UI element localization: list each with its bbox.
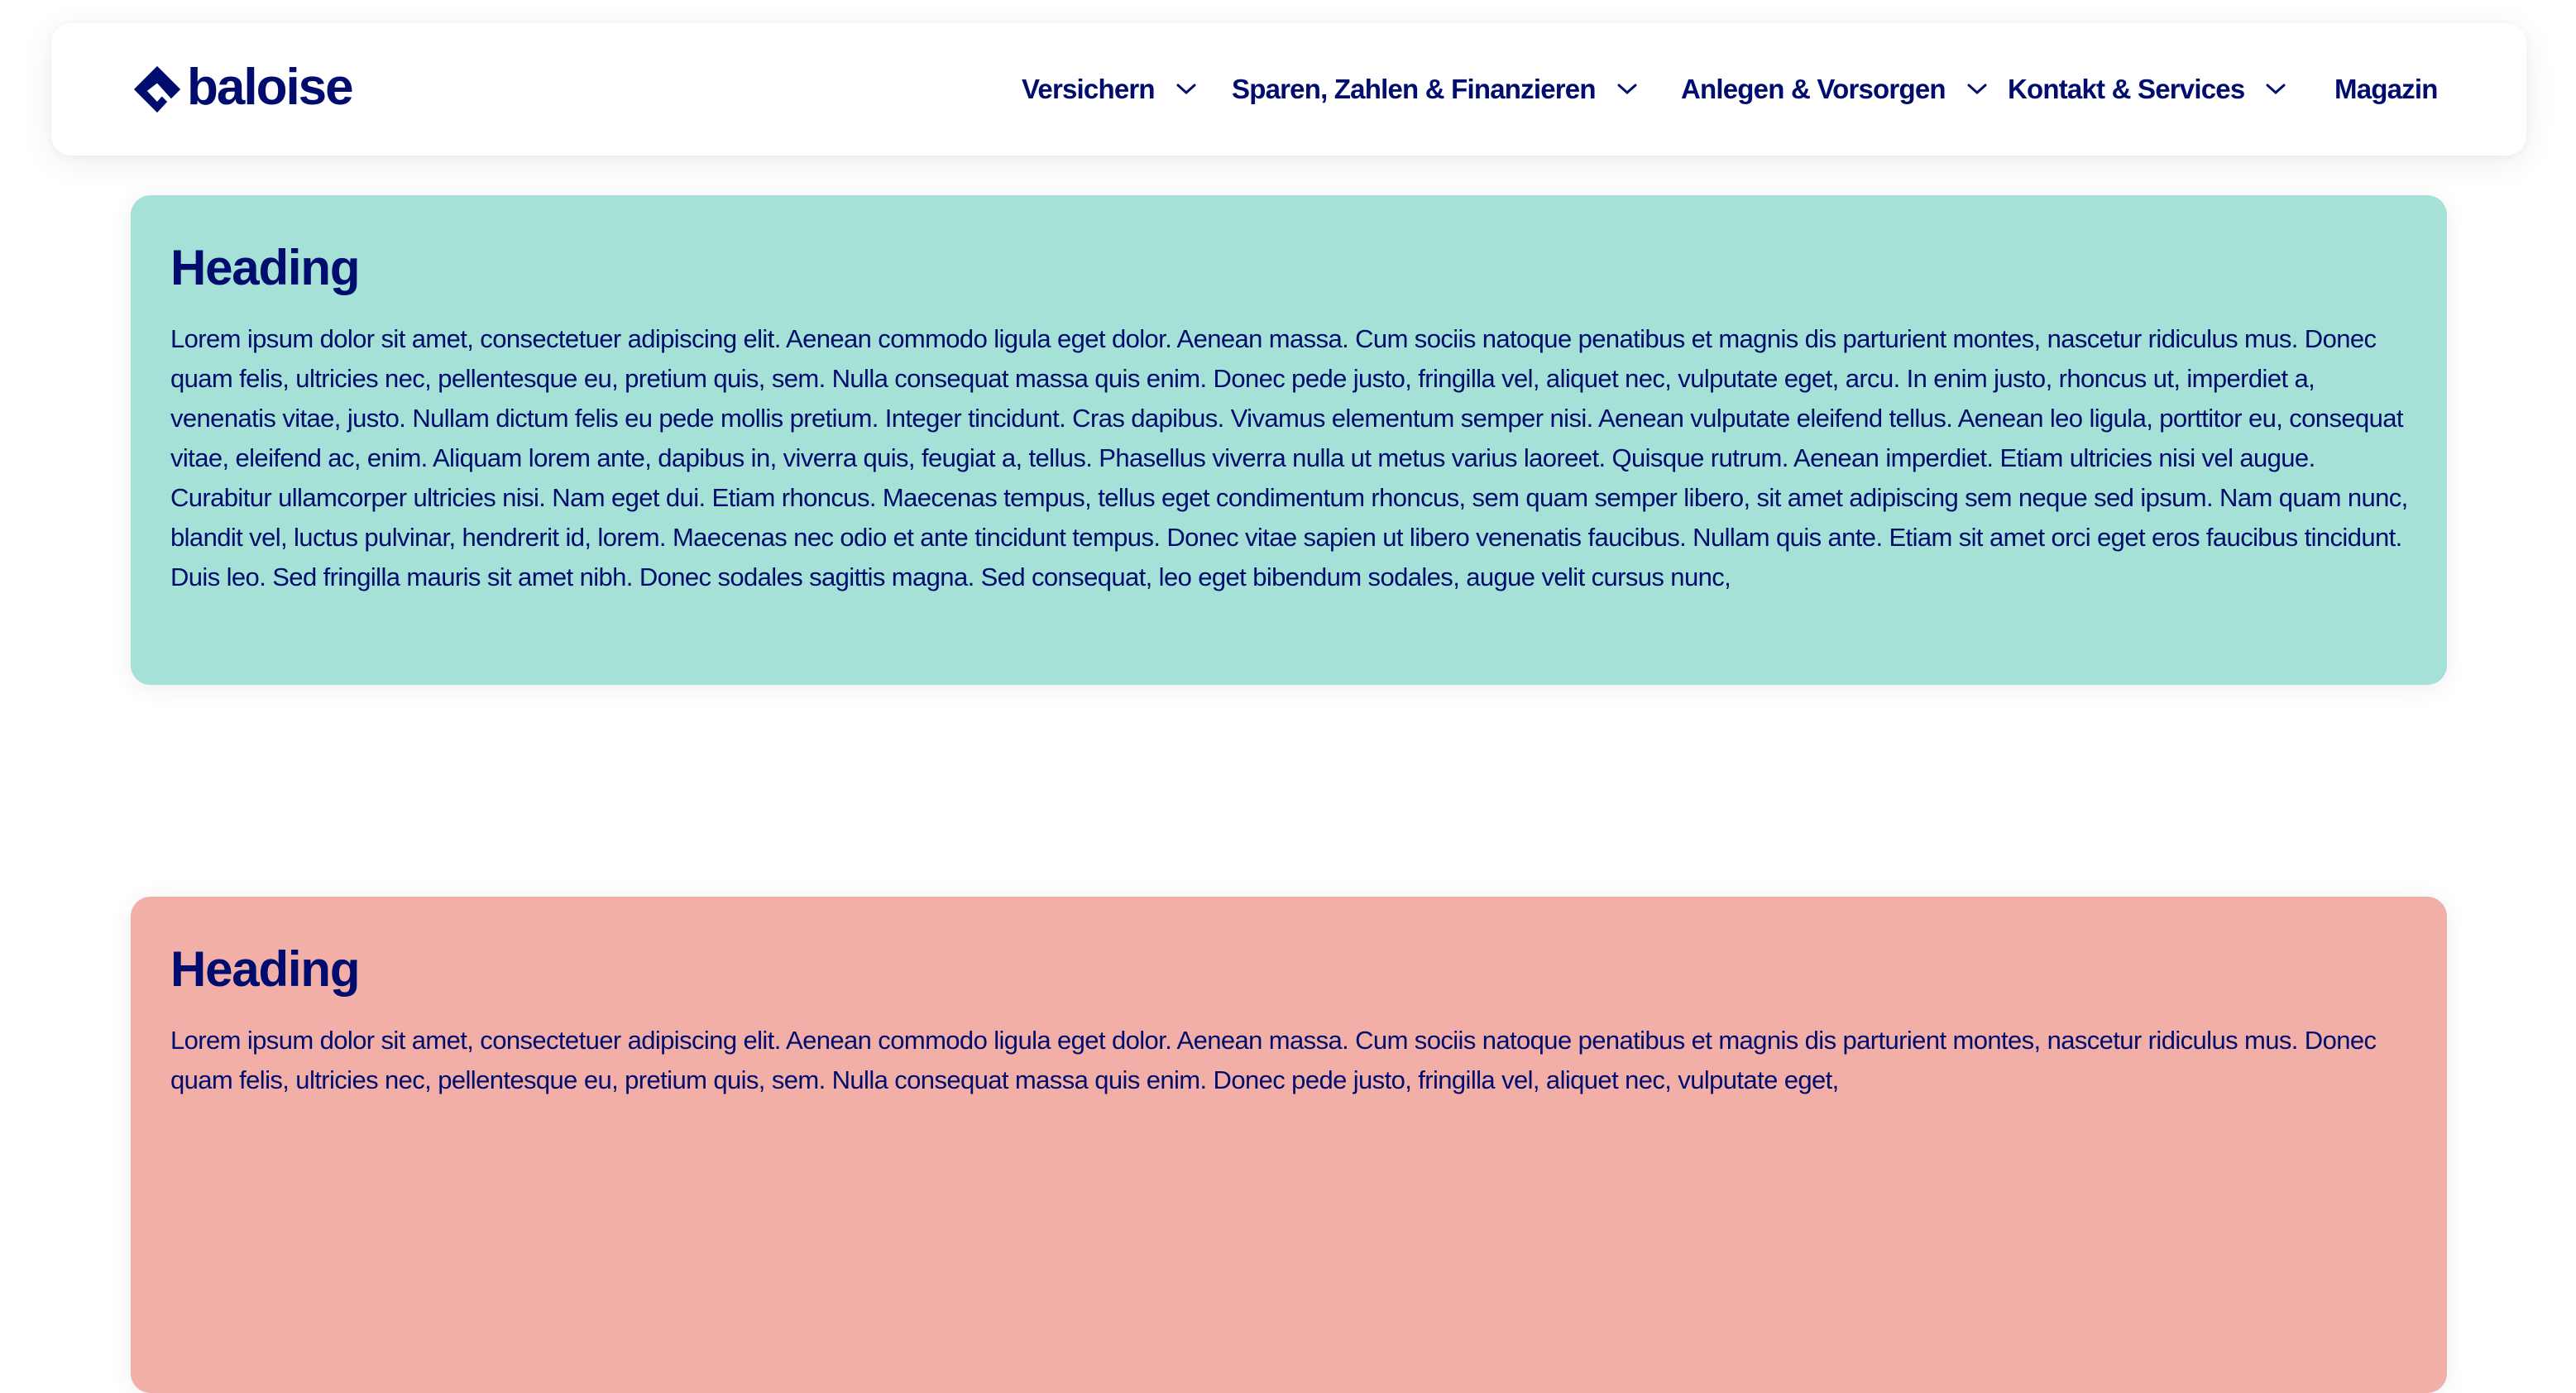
nav-label: Versichern <box>1022 74 1155 104</box>
nav-item-sparen-zahlen-finanzieren[interactable] <box>1232 23 1637 156</box>
card-body-text: Lorem ipsum dolor sit amet, consectetuer adipiscing elit. Aenean commodo ligula eget dolor. Aenean massa. Cum sociis natoque penatibus et magnis dis parturient montes, nascetur ridiculus mus. Donec quam felis, ultricies nec, pellentesque eu, pretium quis, sem. Nulla consequat massa quis enim. Donec pede justo, fringilla vel, aliquet nec, vulputate eget, arcu. In enim justo, rhoncus ut, imperdiet a, venenatis vitae, justo. Nullam dictum felis eu pede mollis pretium. Integer tincidunt. Cras dapibus. Vivamus elementum semper nisi. Aenean vulputate eleifend tellus. Aenean leo ligula, porttitor eu, consequat vitae, eleifend ac, enim. Aliquam lorem ante, dapibus in, viverra quis, feugiat a, tellus. Phasellus viverra nulla ut metus varius laoreet. Quisque rutrum. Aenean imperdiet. Etiam ultricies nisi vel augue. Curabitur ullamcorper ultricies nisi. Nam eget dui. Etiam rhoncus. Maecenas tempus, tellus eget condimentum rhoncus, sem quam semper libero, sit amet adipiscing sem neque sed ipsum. Nam quam nunc, blandit vel, luctus pulvinar, hendrerit id, lorem. Maecenas nec odio et ante tincidunt tempus. Donec vitae sapien ut libero venenatis faucibus. Nullam quis ante. Etiam sit amet orci eget eros faucibus tincidunt. Duis leo. Sed fringilla mauris sit amet nibh. Donec sodales sagittis magna. Sed consequat, leo eget bibendum sodales, augue velit cursus nunc, <box>170 324 2408 591</box>
chevron-down-icon <box>1967 84 1987 95</box>
nav-item-anlegen-vorsorgen[interactable] <box>1681 23 1987 156</box>
card-heading: Heading <box>170 941 360 997</box>
nav-label: Kontakt & Services <box>2008 74 2245 104</box>
chevron-down-icon <box>2266 84 2286 95</box>
chevron-down-icon <box>1617 84 1637 95</box>
nav-item-magazin[interactable] <box>2334 23 2438 156</box>
nav-label: Sparen, Zahlen & Finanzieren <box>1232 74 1596 104</box>
content-card-pink <box>131 897 2447 1393</box>
main-navigation <box>51 23 2526 156</box>
card-heading: Heading <box>170 240 360 295</box>
content-card-teal <box>131 195 2447 685</box>
nav-label: Anlegen & Vorsorgen <box>1681 74 1946 104</box>
site-header <box>51 23 2526 156</box>
nav-item-kontakt-services[interactable] <box>2008 23 2286 156</box>
nav-item-versichern[interactable] <box>1022 23 1196 156</box>
chevron-down-icon <box>1176 84 1196 95</box>
card-body-text: Lorem ipsum dolor sit amet, consectetuer adipiscing elit. Aenean commodo ligula eget dolor. Aenean massa. Cum sociis natoque penatibus et magnis dis parturient montes, nascetur ridiculus mus. Donec quam felis, ultricies nec, pellentesque eu, pretium quis, sem. Nulla consequat massa quis enim. Donec pede justo, fringilla vel, aliquet nec, vulputate eget, <box>170 1026 2377 1094</box>
nav-label: Magazin <box>2334 74 2438 104</box>
logo-wordmark: baloise <box>187 59 352 116</box>
